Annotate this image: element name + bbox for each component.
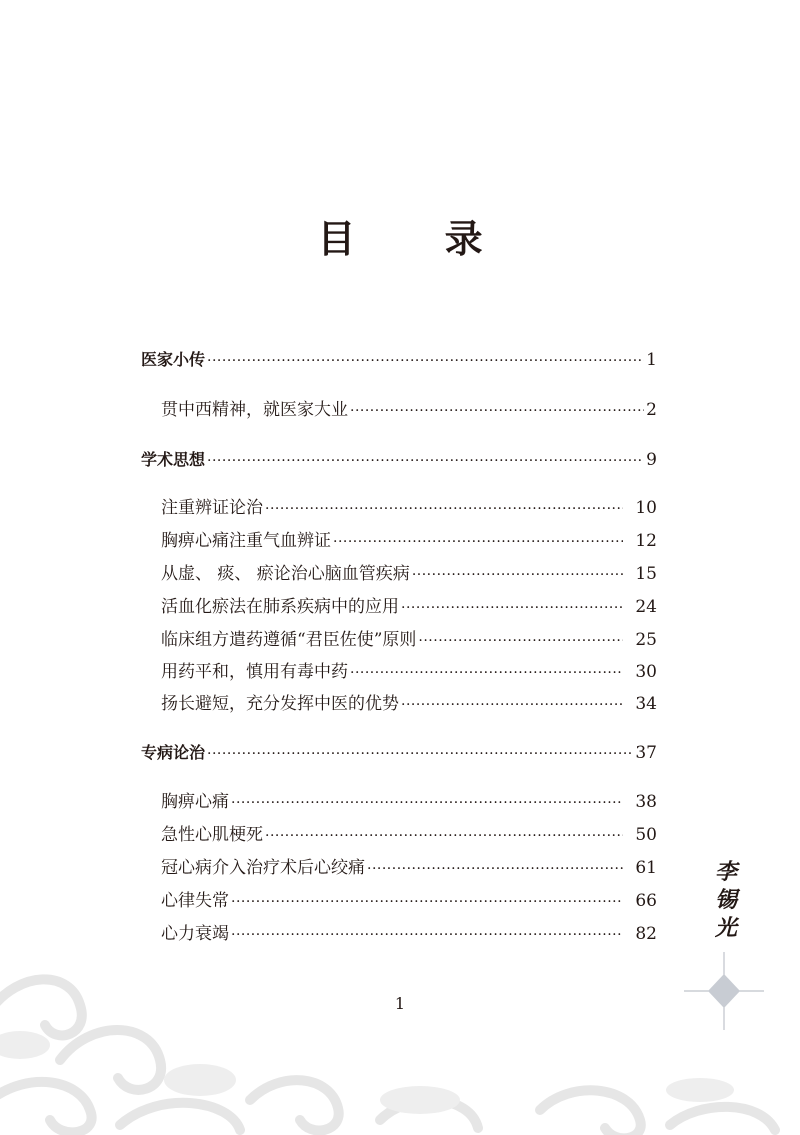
toc-label: 用药平和，慎用有毒中药 xyxy=(161,662,348,682)
toc-page-number: 10 xyxy=(635,498,657,518)
toc-page-number: 34 xyxy=(635,694,657,714)
toc-label: 活血化瘀法在肺系疾病中的应用 xyxy=(161,597,399,617)
toc-label: 急性心肌梗死 xyxy=(161,825,263,845)
toc-page-number: 38 xyxy=(635,792,657,812)
page-title: 目 录 xyxy=(317,216,521,261)
dot-leader xyxy=(231,890,623,914)
toc-entry[interactable] xyxy=(161,856,657,881)
dot-leader xyxy=(350,399,644,423)
toc-label: 心力衰竭 xyxy=(161,924,229,944)
toc-section-academic-thought[interactable] xyxy=(141,448,657,473)
dot-leader xyxy=(350,661,623,685)
dot-leader xyxy=(265,824,623,848)
toc-label: 贯中西精神，就医家大业 xyxy=(161,400,348,420)
toc-page-number: 1 xyxy=(646,350,657,370)
toc-label: 胸痹心痛 xyxy=(161,792,229,812)
toc-label: 临床组方遣药遵循“君臣佐使”原则 xyxy=(161,630,417,650)
toc-entry[interactable] xyxy=(161,692,657,717)
toc-entry[interactable] xyxy=(161,790,657,815)
dot-leader xyxy=(207,349,644,373)
toc-label: 扬长避短，充分发挥中医的优势 xyxy=(161,694,399,714)
dot-leader xyxy=(401,596,623,620)
toc-entry[interactable] xyxy=(161,823,657,848)
toc-page-number: 66 xyxy=(635,891,657,911)
toc-section-disease-treatment[interactable] xyxy=(141,741,657,766)
dot-leader xyxy=(333,530,623,554)
toc-label: 胸痹心痛注重气血辨证 xyxy=(161,531,331,551)
toc-entry[interactable] xyxy=(161,922,657,947)
toc-label: 注重辨证论治 xyxy=(161,498,263,518)
toc-page-number: 24 xyxy=(635,597,657,617)
dot-leader xyxy=(231,923,623,947)
dot-leader xyxy=(418,629,623,653)
toc-section-biography[interactable] xyxy=(141,348,657,373)
toc-label: 专病论治 xyxy=(141,743,206,762)
toc-page-number: 50 xyxy=(635,825,657,845)
dot-leader xyxy=(412,563,623,587)
toc-entry[interactable] xyxy=(161,660,657,685)
toc-entry[interactable] xyxy=(161,529,657,554)
toc-entry[interactable] xyxy=(161,496,657,521)
toc-label: 医家小传 xyxy=(141,350,206,369)
toc-page-number: 2 xyxy=(646,400,657,420)
cloud-pattern-decoration xyxy=(0,950,800,1135)
toc-label: 从虚、 痰、 瘀论治心脑血管疾病 xyxy=(161,564,410,584)
seal-char: 光 xyxy=(714,915,737,941)
toc-page-number: 15 xyxy=(635,564,657,584)
toc-page-number: 82 xyxy=(635,924,657,944)
toc-label: 心律失常 xyxy=(161,891,229,911)
toc-page-number: 30 xyxy=(635,662,657,682)
toc-label: 冠心病介入治疗术后心绞痛 xyxy=(161,858,365,878)
author-name-seal xyxy=(706,858,746,942)
toc-label: 学术思想 xyxy=(141,450,206,469)
toc-page-number: 12 xyxy=(635,531,657,551)
dot-leader xyxy=(265,497,623,521)
dot-leader xyxy=(401,693,623,717)
dot-leader xyxy=(207,742,633,766)
dot-leader xyxy=(231,791,623,815)
dot-leader xyxy=(207,449,644,473)
toc-entry[interactable] xyxy=(161,889,657,914)
toc-page-number: 9 xyxy=(646,450,657,470)
toc-entry[interactable] xyxy=(161,595,657,620)
seal-char: 李 xyxy=(714,859,737,885)
page-number: 1 xyxy=(394,994,406,1013)
seal-char: 锡 xyxy=(714,887,737,913)
toc-entry[interactable] xyxy=(161,398,657,423)
toc-page-number: 37 xyxy=(635,743,657,763)
toc-entry[interactable] xyxy=(161,562,657,587)
toc-page-number: 25 xyxy=(635,630,657,650)
toc-entry[interactable] xyxy=(161,628,657,653)
toc-page-number: 61 xyxy=(635,858,657,878)
dot-leader xyxy=(367,857,623,881)
